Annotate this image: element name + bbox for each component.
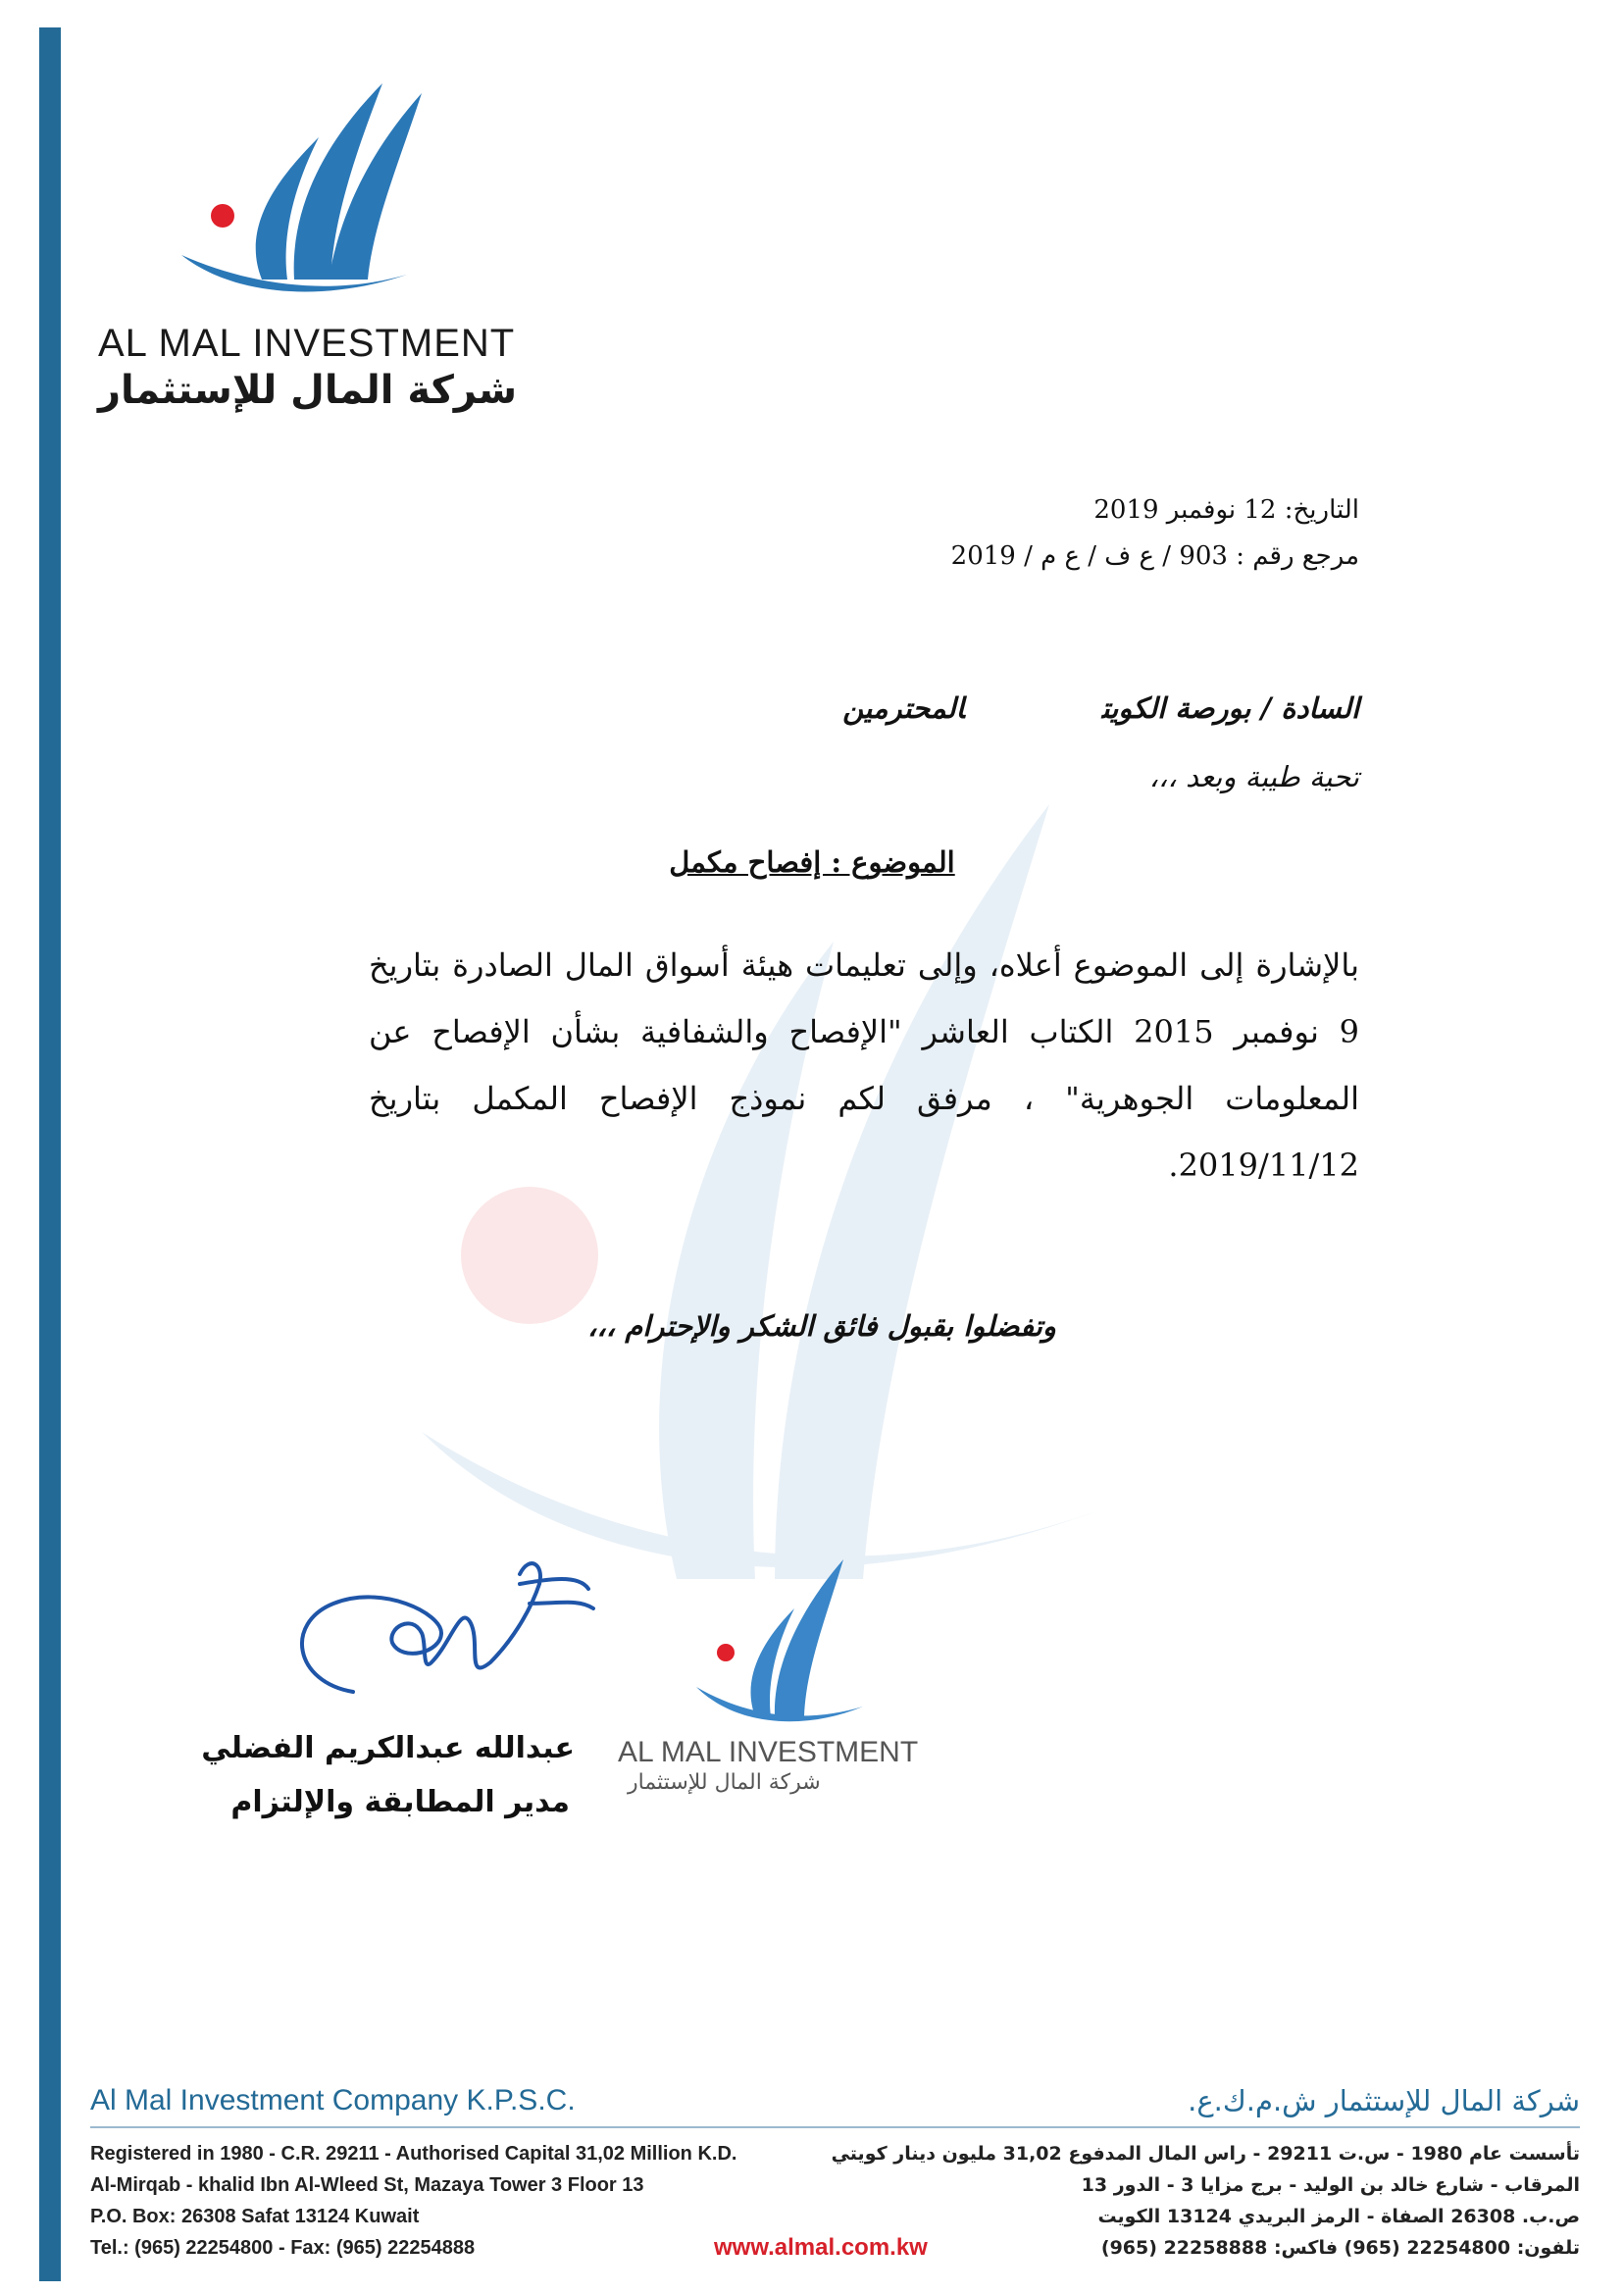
footer-divider [90, 2126, 1580, 2128]
footer-ar-line: ص.ب. 26308 الصفاة - الرمز البريدي 13124 الكويت [1097, 2206, 1580, 2227]
website-link[interactable]: www.almal.com.kw [714, 2234, 928, 2261]
footer-en-line: Tel.: (965) 22254800 - Fax: (965) 22254888 [90, 2237, 476, 2259]
addressee [842, 691, 1359, 725]
signature-icon [294, 1545, 598, 1702]
side-accent-bar [39, 27, 61, 2281]
greeting: تحية طيبة وبعد ،،، [1148, 760, 1359, 793]
body-paragraph: بالإشارة إلى الموضوع أعلاه، وإلى تعليمات هيئة أسواق المال الصادرة بتاريخ 9 نوفمبر 2015 الكتاب العاشر "الإفصاح والشفافية بشأن الإفصاح عن المعلومات الجوهرية" ، مرفق لكم نموذج الإفصاح المكمل بتاريخ 2019/11/12. [369, 946, 1360, 1184]
logo-mark-icon [172, 69, 436, 314]
signer-title: مدير المطابقة والإلتزام [230, 1785, 570, 1819]
addressee-title: المحترمين [842, 691, 965, 725]
company-logo [98, 69, 518, 422]
closing-line: وتفضلوا بقبول فائق الشكر والإحترام ،،، [587, 1309, 1056, 1343]
subject-text: الموضوع : إفصاح مكمل [669, 845, 955, 879]
stamp-text-en: AL MAL INVESTMENT [618, 1736, 919, 1768]
footer-en-line: P.O. Box: 26308 Safat 13124 Kuwait [90, 2206, 420, 2227]
logo-text-ar: شركة المال للإستثمار [98, 368, 518, 413]
stamp-text-ar: شركة المال للإستثمار [628, 1770, 821, 1795]
footer-company-ar: شركة المال للإستثمار ش.م.ك.ع. [1188, 2084, 1580, 2117]
footer-company-en: Al Mal Investment Company K.P.S.C. [90, 2084, 576, 2116]
stamp-logo-icon [677, 1540, 873, 1736]
letter-date: التاريخ: 12 نوفمبر 2019 [1093, 495, 1359, 525]
reference-number: مرجع رقم : 903 / ع ف / ع م / 2019 [950, 541, 1359, 571]
footer-en-line: Registered in 1980 - C.R. 29211 - Authorised Capital 31,02 Million K.D. [90, 2143, 737, 2165]
footer-ar-line: تلفون: 22254800 (965) فاكس: 22258888 (965) [1100, 2237, 1580, 2259]
footer-ar-line: تأسست عام 1980 - س.ت 29211 - راس المال المدفوع 31,02 مليون دينار كويتي [831, 2143, 1580, 2165]
logo-text-en: AL MAL INVESTMENT [98, 322, 516, 365]
footer-en-line: Al-Mirqab - khalid Ibn Al-Wleed St, Mazaya Tower 3 Floor 13 [90, 2174, 644, 2196]
addressee-name: السادة / بورصة الكويت [1101, 691, 1359, 725]
footer-details-en [90, 2138, 736, 2264]
signer-name: عبدالله عبدالكريم الفضلي [201, 1731, 575, 1765]
company-stamp [608, 1540, 941, 1795]
footer-ar-line: المرقاب - شارع خالد بن الوليد - برج مزايا 3 - الدور 13 [1081, 2174, 1580, 2196]
subject-line [0, 845, 1624, 879]
footer-details-ar [832, 2138, 1580, 2264]
